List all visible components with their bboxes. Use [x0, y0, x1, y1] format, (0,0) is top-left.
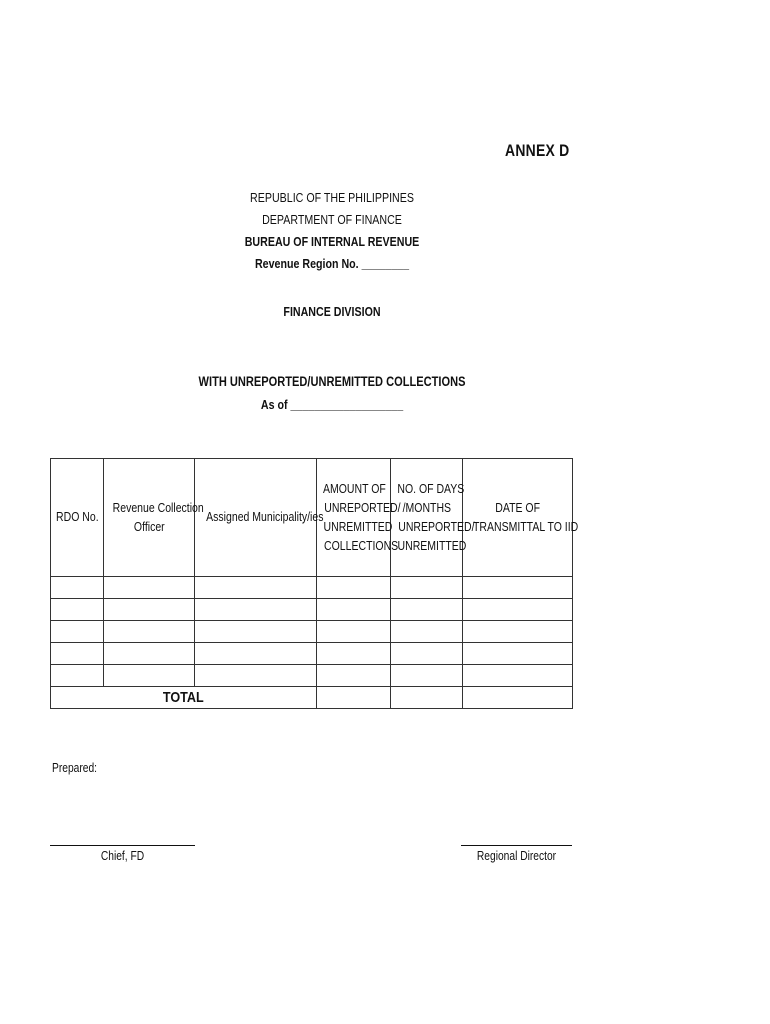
total-label: TOTAL: [163, 689, 204, 706]
table-cell[interactable]: [317, 577, 391, 599]
table-cell[interactable]: [391, 577, 463, 599]
col-header-municipality: [195, 459, 324, 577]
col-header-amount: [317, 459, 401, 577]
report-as-of: As of ___________________: [260, 397, 404, 412]
collections-table: [50, 458, 579, 709]
annex-title: ANNEX D: [505, 141, 570, 160]
table-cell[interactable]: [195, 643, 317, 665]
table-cell[interactable]: [317, 599, 391, 621]
signature-line-left: [50, 845, 195, 846]
total-days-cell[interactable]: [391, 687, 463, 709]
table-header-row: [51, 459, 573, 577]
table-cell[interactable]: [51, 643, 104, 665]
table-cell[interactable]: [195, 665, 317, 687]
table-row: [51, 621, 573, 643]
signature-line-right: [461, 845, 572, 846]
col-header-officer: [104, 459, 204, 577]
table-cell[interactable]: [317, 621, 391, 643]
col-header-date-line: TRANSMITTAL TO IID: [473, 519, 579, 534]
header-finance-division: FINANCE DIVISION: [283, 304, 381, 319]
table-cell[interactable]: [317, 643, 391, 665]
col-header-date: [463, 459, 579, 577]
table-row: [51, 577, 573, 599]
table-cell[interactable]: [391, 665, 463, 687]
table-cell[interactable]: [391, 621, 463, 643]
header-bureau: BUREAU OF INTERNAL REVENUE: [244, 234, 420, 249]
prepared-label: Prepared:: [52, 761, 98, 775]
table-cell[interactable]: [104, 577, 195, 599]
col-header-days-line: UNREPORTED/: [398, 519, 475, 534]
col-header-amount-line: COLLECTIONS: [324, 538, 399, 553]
table-row: [51, 665, 573, 687]
table-cell[interactable]: [104, 643, 195, 665]
table-cell[interactable]: [463, 621, 573, 643]
col-header-days-line: /MONTHS: [402, 500, 451, 515]
col-header-date-line: DATE OF: [495, 500, 540, 515]
table-row: [51, 643, 573, 665]
table-cell[interactable]: [391, 643, 463, 665]
table-cell[interactable]: [195, 577, 317, 599]
signatory-right: Regional Director: [476, 849, 557, 863]
table-cell[interactable]: [104, 599, 195, 621]
col-header-amount-line: UNREMITTED: [323, 519, 393, 534]
header-revenue-region: Revenue Region No. ________: [254, 256, 410, 271]
header-republic: REPUBLIC OF THE PHILIPPINES: [250, 190, 414, 205]
table-cell[interactable]: [51, 621, 104, 643]
col-header-rdo-line: RDO No.: [55, 510, 99, 524]
col-header-rdo: [51, 459, 104, 577]
table-cell[interactable]: [317, 665, 391, 687]
table-cell[interactable]: [463, 577, 573, 599]
table-cell[interactable]: [104, 621, 195, 643]
col-header-days-line: UNREMITTED: [397, 538, 467, 553]
col-header-officer-line: Officer: [133, 519, 165, 534]
table-cell[interactable]: [463, 599, 573, 621]
header-department: DEPARTMENT OF FINANCE: [262, 212, 402, 227]
col-header-days: [391, 459, 475, 577]
col-header-days-line: NO. OF DAYS: [397, 481, 465, 496]
table-total-row: [51, 687, 573, 709]
table-cell[interactable]: [51, 577, 104, 599]
table-cell[interactable]: [104, 665, 195, 687]
total-label-cell: [51, 687, 317, 709]
table-cell[interactable]: [195, 621, 317, 643]
col-header-amount-line: AMOUNT OF: [322, 481, 386, 496]
total-date-cell[interactable]: [463, 687, 573, 709]
table-row: [51, 599, 573, 621]
table-cell[interactable]: [463, 665, 573, 687]
col-header-officer-line: Revenue Collection: [112, 500, 204, 515]
report-title: WITH UNREPORTED/UNREMITTED COLLECTIONS: [198, 374, 466, 389]
table-cell[interactable]: [51, 665, 104, 687]
table-cell[interactable]: [463, 643, 573, 665]
col-header-amount-line: UNREPORTED/: [324, 500, 401, 515]
table-cell[interactable]: [391, 599, 463, 621]
col-header-municipality-line: Assigned Municipality/ies: [206, 510, 324, 524]
signatory-left: Chief, FD: [100, 849, 145, 863]
table-cell[interactable]: [195, 599, 317, 621]
table-cell[interactable]: [51, 599, 104, 621]
total-amount-cell[interactable]: [317, 687, 391, 709]
